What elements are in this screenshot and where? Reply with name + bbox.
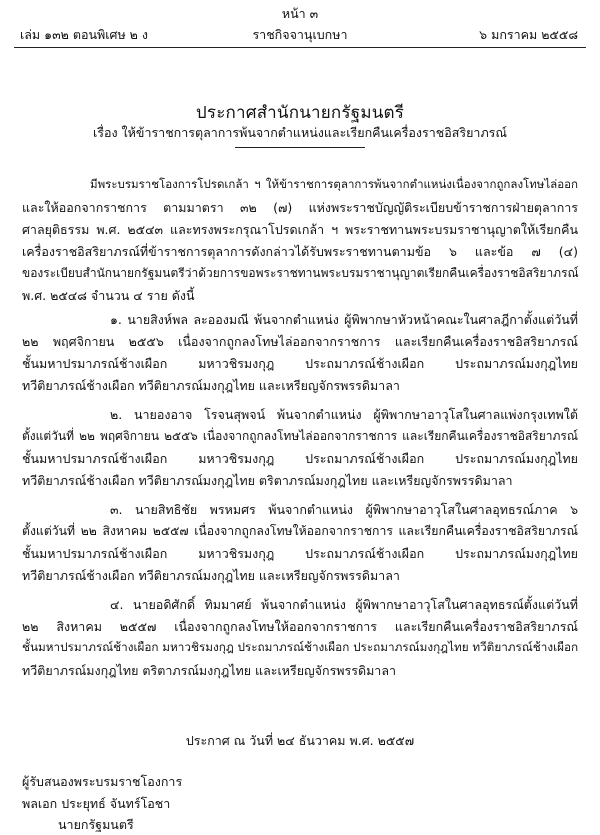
body-line: ชั้นมหาปรมาภรณ์ช้างเผือก มหาวชิรมงกุฎ ประถมาภรณ์ช้างเผือก ประถมาภรณ์มงกุฎไทย <box>22 451 578 466</box>
body-line: ตั้งแต่วันที่ ๒๒ พฤศจิกายน ๒๕๕๖ เนื่องจากถูกลงโทษไล่ออกจากราชการ และเรียกคืนเครื่องราชอิสริยาภรณ์ <box>22 429 578 443</box>
body-line: พ.ศ. ๒๕๔๘ จำนวน ๔ ราย ดังนี้ <box>22 288 195 303</box>
signatory-position: นายกรัฐมนตรี <box>58 817 134 832</box>
body-line: ชั้นมหาปรมาภรณ์ช้างเผือก มหาวชิรมงกุฎ ประถมาภรณ์ช้างเผือก ประถมาภรณ์มงกุฎไทย <box>22 546 578 561</box>
signatory-name: พลเอก ประยุทธ์ จันทร์โอชา <box>22 796 171 811</box>
announcement-date: ประกาศ ณ วันที่ ๒๔ ธันวาคม พ.ศ. ๒๕๕๗ <box>185 733 415 748</box>
volume-issue: เล่ม ๑๓๒ ตอนพิเศษ ๒ ง <box>20 27 148 42</box>
body-line: ๒๒ พฤศจิกายน ๒๕๕๖ เนื่องจากถูกลงโทษไล่ออกจากราชการ และเรียกคืนเครื่องราชอิสริยาภรณ์ <box>22 334 578 349</box>
body-line: เครื่องราชอิสริยาภรณ์ที่ข้าราชการตุลาการดังกล่าวได้รับพระราชทานตามข้อ ๖ และข้อ ๗ (๔) <box>22 244 578 259</box>
publication-date: ๖ มกราคม ๒๕๕๘ <box>479 27 578 42</box>
list-item: ๔. นายอดิศักดิ์ ทิมมาศย์ พ้นจากตำแหน่ง ผู้พิพากษาอาวุโสในศาลอุทธรณ์ตั้งแต่วันที่ <box>110 597 578 612</box>
body-line: ทวีติยาภรณ์ช้างเผือก ทวีติยาภรณ์มงกุฎไทย และเหรียญจักรพรรดิมาลา <box>22 568 400 583</box>
body-line: ศาลยุติธรรม พ.ศ. ๒๕๔๓ และทรงพระกรุณาโปรดเกล้า ฯ พระราชทานพระบรมราชานุญาตให้เรียกคืน <box>22 222 578 237</box>
gazette-name: ราชกิจจานุเบกษา <box>252 27 348 42</box>
body-line: ตั้งแต่วันที่ ๒๒ สิงหาคม ๒๕๕๗ เนื่องจากถูกลงโทษให้ออกจากราชการ และเรียกคืนเครื่องราชอิสริยาภรณ์ <box>22 524 578 538</box>
page-number: หน้า ๓ <box>281 6 319 21</box>
body-line: ทวีติยาภรณ์มงกุฎไทย ตริตาภรณ์มงกุฎไทย และเหรียญจักรพรรดิมาลา <box>22 663 397 678</box>
body-line: ทวีติยาภรณ์ช้างเผือก ทวีติยาภรณ์มงกุฎไทย และเหรียญจักรพรรดิมาลา <box>22 378 400 393</box>
body-line: และให้ออกจากราชการ ตามมาตรา ๓๒ (๗) แห่งพระราชบัญญัติระเบียบข้าราชการฝ่ายตุลาการ <box>22 200 578 215</box>
announcement-title: ประกาศสำนักนายกรัฐมนตรี <box>195 103 405 123</box>
countersign-label: ผู้รับสนองพระบรมราชโองการ <box>22 774 183 789</box>
body-line: ของระเบียบสำนักนายกรัฐมนตรีว่าด้วยการขอพระราชทานพระบรมราชานุญาตเรียกคืนเครื่องราชอิสริยาภรณ์ <box>22 266 579 280</box>
body-line: ทวีติยาภรณ์ช้างเผือก ทวีติยาภรณ์มงกุฎไทย ตริตาภรณ์มงกุฎไทย และเหรียญจักรพรรดิมาลา <box>22 473 513 488</box>
body-line: มีพระบรมราชโองการโปรดเกล้า ฯ ให้ข้าราชการตุลาการพ้นจากตำแหน่งเนื่องจากถูกลงโทษไล่ออก <box>90 177 578 191</box>
list-item: ๑. นายสิงห์พล ละอองมณี พ้นจากตำแหน่ง ผู้พิพากษาหัวหน้าคณะในศาลฎีกาตั้งแต่วันที่ <box>110 312 578 327</box>
announcement-subject: เรื่อง ให้ข้าราชการตุลาการพ้นจากตำแหน่งและเรียกคืนเครื่องราชอิสริยาภรณ์ <box>92 125 507 140</box>
body-line: ๒๒ สิงหาคม ๒๕๕๗ เนื่องจากถูกลงโทษให้ออกจากราชการ และเรียกคืนเครื่องราชอิสริยาภรณ์ <box>22 619 578 634</box>
body-line: ชั้นมหาปรมาภรณ์ช้างเผือก มหาวชิรมงกุฎ ประถมาภรณ์ช้างเผือก ประถมาภรณ์มงกุฎไทย ทวีติยาภรณ์ช้างเผือก <box>22 640 579 654</box>
title-divider <box>235 147 365 148</box>
body-line: ชั้นมหาปรมาภรณ์ช้างเผือก มหาวชิรมงกุฎ ประถมาภรณ์ช้างเผือก ประถมาภรณ์มงกุฎไทย <box>22 356 578 371</box>
header-divider <box>14 47 586 48</box>
list-item: ๒. นายองอาจ โรจนสุพจน์ พ้นจากตำแหน่ง ผู้พิพากษาอาวุโสในศาลแพ่งกรุงเทพใต้ <box>110 407 578 422</box>
list-item: ๓. นายสิทธิชัย พรหมศร พ้นจากตำแหน่ง ผู้พิพากษาอาวุโสในศาลอุทธรณ์ภาค ๖ <box>110 502 578 517</box>
